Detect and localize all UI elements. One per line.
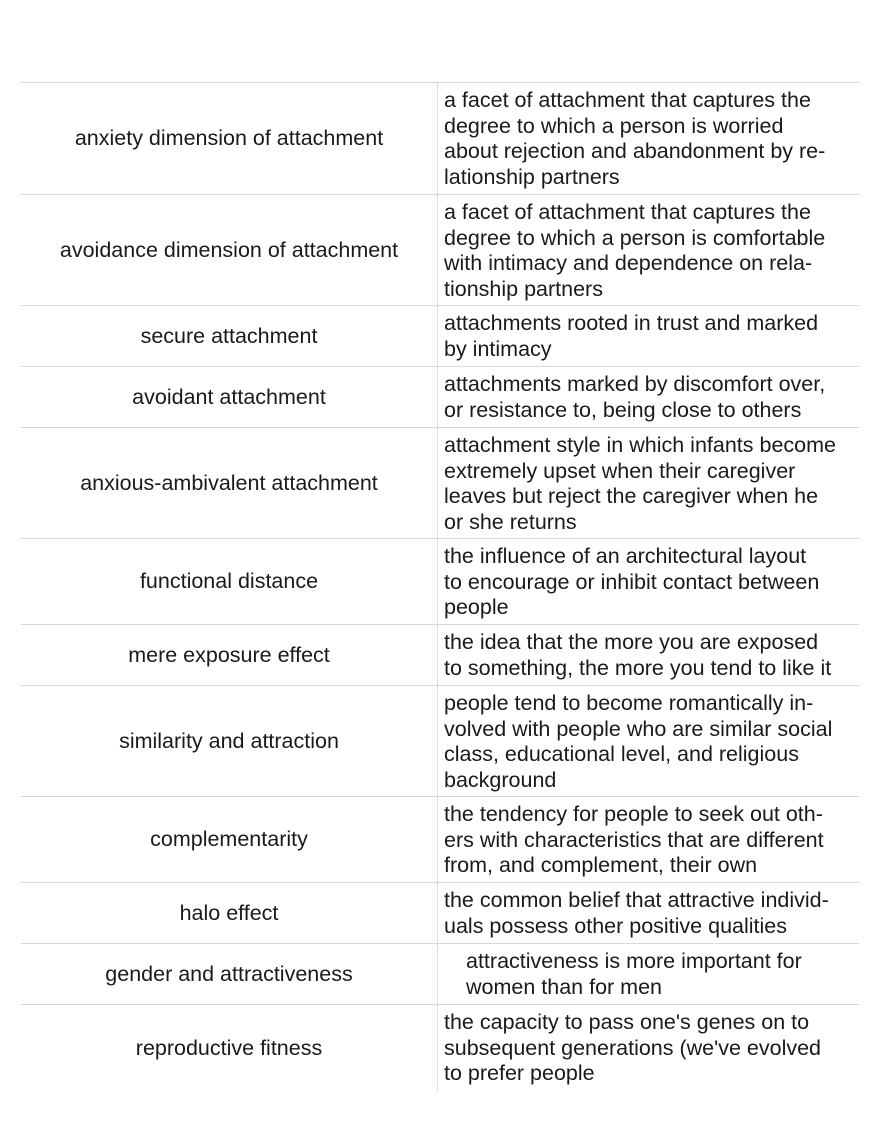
glossary-row xyxy=(21,1005,859,1091)
glossary-row xyxy=(21,883,859,944)
glossary-definition: the common belief that attractive individ- uals possess other positive qualities xyxy=(437,883,859,943)
glossary-row xyxy=(21,539,859,625)
glossary-row xyxy=(21,195,859,306)
glossary-row xyxy=(21,797,859,883)
glossary-term: anxious-ambivalent attachment xyxy=(80,470,378,495)
glossary-row xyxy=(21,306,859,367)
glossary-definition: the capacity to pass one's genes on to subsequent generations (we've evolved to prefer people xyxy=(437,1005,859,1091)
glossary-term: anxiety dimension of attachment xyxy=(74,126,384,150)
glossary-definition: attachments rooted in trust and marked by intimacy xyxy=(437,306,859,366)
glossary-term: similarity and attraction xyxy=(119,728,339,753)
glossary-term: complementarity xyxy=(150,827,308,851)
glossary-term: mere exposure effect xyxy=(128,642,330,667)
glossary-definition: people tend to become romantically in- volved with people who are similar social class, educational level, and religious background xyxy=(437,686,859,796)
glossary-row xyxy=(21,625,859,686)
glossary-term: avoidant attachment xyxy=(132,384,326,409)
glossary-definition: a facet of attachment that captures the degree to which a person is comfortable with intimacy and dependence on rela- tionship partners xyxy=(437,195,859,305)
glossary-row xyxy=(21,83,859,195)
glossary-definition: attachment style in which infants become extremely upset when their caregiver leaves but reject the caregiver when he or she returns xyxy=(437,428,859,538)
glossary-term: functional distance xyxy=(139,569,319,593)
glossary-row xyxy=(21,367,859,428)
glossary-row xyxy=(21,944,859,1005)
glossary-definition: attractiveness is more important for women than for men xyxy=(437,944,859,1004)
glossary-term: avoidance dimension of attachment xyxy=(59,237,399,262)
glossary-definition: attachments marked by discomfort over, or resistance to, being close to others xyxy=(437,367,859,427)
glossary-term: secure attachment xyxy=(140,323,318,348)
glossary-row xyxy=(21,428,859,539)
glossary-term: reproductive fitness xyxy=(135,1035,323,1060)
glossary-definition: a facet of attachment that captures the degree to which a person is worried about rejection and abandonment by re- lationship partners xyxy=(437,83,859,194)
glossary-row xyxy=(21,686,859,797)
glossary-definition: the influence of an architectural layout to encourage or inhibit contact between people xyxy=(437,539,859,624)
glossary-definition: the tendency for people to seek out oth- ers with characteristics that are different from, and complement, their own xyxy=(437,797,859,882)
glossary-term: gender and attractiveness xyxy=(105,961,353,986)
glossary-term: halo effect xyxy=(179,900,279,925)
glossary-table xyxy=(21,82,859,1091)
glossary-definition: the idea that the more you are exposed to something, the more you tend to like it xyxy=(437,625,859,685)
